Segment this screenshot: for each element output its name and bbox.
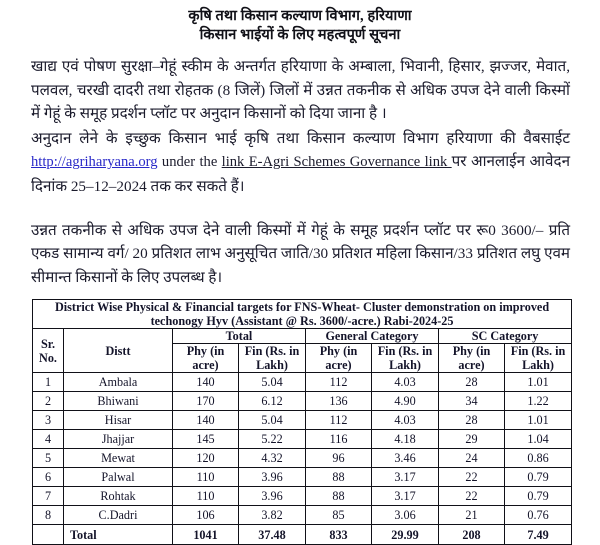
cell-sc-phy: 24 [439,449,505,468]
cell-distt: Bhiwani [64,392,173,411]
cell-sr-no [33,525,64,545]
cell-total-phy: 120 [173,449,239,468]
table-row [33,468,572,487]
cell-total-fin: 3.96 [239,468,306,487]
paragraph-application-instructions [31,127,570,199]
cell-general-phy: 136 [306,392,372,411]
cell-total-fin: 5.04 [239,373,306,392]
cell-total-fin: 37.48 [239,525,306,545]
cell-distt: Jhajjar [64,430,173,449]
cell-total-phy: 110 [173,468,239,487]
table-title: District Wise Physical & Financial targets for FNS-Wheat- Cluster demonstration on improved techonogy Hyv (Assistant @ Rs. 3600/-acre.) Rabi-2024-25 [33,300,572,329]
paragraph-subsidy-details: उन्नत तकनीक से अधिक उपज देने वाली किस्मों में गेहूं के समूह प्रदर्शन प्लॉट पर रू0 3600/– प्रति एकड सामान्य वर्ग/ 20 प्रतिशत लाभ अनुसूचित जाति/30 प्रतिशत महिला किसान/33 प्रतिशत लघु एवम सीमान्त किसानों के लिए उपलब्ध है। [31,221,570,286]
column-header-general-phy: Phy (in acre) [306,344,372,373]
cell-distt: Ambala [64,373,173,392]
cell-general-fin: 4.90 [372,392,439,411]
cell-general-phy: 88 [306,487,372,506]
paragraph-2-mid-text: under the [157,154,222,171]
table-row [33,373,572,392]
cell-general-fin: 4.03 [372,373,439,392]
cell-total-fin: 5.22 [239,430,306,449]
cell-total-fin: 4.32 [239,449,306,468]
cell-distt: Hisar [64,411,173,430]
cell-sc-phy: 22 [439,468,505,487]
column-group-general-category: General Category [306,329,439,344]
cell-sr-no: 7 [33,487,64,506]
cell-distt: Rohtak [64,487,173,506]
paragraph-2-after-link: पर आनलाईन आवेदन दिनांक 25–12–2024 तक कर सकते हैं। [31,153,570,195]
cell-general-fin: 3.17 [372,468,439,487]
cell-general-fin: 3.06 [372,506,439,525]
cell-total-fin: 3.82 [239,506,306,525]
cell-total-phy: 110 [173,487,239,506]
table-title-row [33,300,572,329]
agriharyana-url-link[interactable]: http://agriharyana.org [31,154,158,171]
cell-sc-fin: 1.01 [505,373,572,392]
cell-sr-no: 6 [33,468,64,487]
cell-general-phy: 112 [306,373,372,392]
cell-total-phy: 140 [173,373,239,392]
cell-general-phy: 88 [306,468,372,487]
column-group-total: Total [173,329,306,344]
table-row [33,449,572,468]
cell-total-phy: 145 [173,430,239,449]
column-group-sc-category: SC Category [439,329,572,344]
cell-sr-no: 8 [33,506,64,525]
cell-sc-phy: 208 [439,525,505,545]
document-body [0,55,600,289]
cell-general-fin: 4.18 [372,430,439,449]
cell-sc-fin: 0.79 [505,468,572,487]
cell-total-fin: 6.12 [239,392,306,411]
cell-sr-no: 4 [33,430,64,449]
page-title-line-1: कृषि तथा किसान कल्याण विभाग, हरियाणा [188,8,412,24]
cell-sc-phy: 22 [439,487,505,506]
cell-sc-fin: 0.86 [505,449,572,468]
targets-table-container [32,299,568,545]
table-row [33,487,572,506]
cell-distt: Mewat [64,449,173,468]
document-heading-block [0,0,600,45]
cell-general-fin: 3.46 [372,449,439,468]
column-header-sc-phy: Phy (in acre) [439,344,505,373]
cell-sr-no: 3 [33,411,64,430]
cell-sc-phy: 28 [439,373,505,392]
table-total-row [33,525,572,545]
e-agri-schemes-governance-link-text: link E-Agri Schemes Governance link [221,154,452,171]
cell-sr-no: 2 [33,392,64,411]
table-body [33,373,572,545]
district-wise-targets-table [32,299,572,545]
cell-sc-phy: 21 [439,506,505,525]
cell-total-phy: 170 [173,392,239,411]
cell-sc-fin: 7.49 [505,525,572,545]
column-header-sc-fin: Fin (Rs. in Lakh) [505,344,572,373]
cell-total-phy: 140 [173,411,239,430]
cell-sr-no: 5 [33,449,64,468]
paragraph-scheme-districts: खाद्य एवं पोषण सुरक्षा–गेहूं स्कीम के अन्तर्गत हरियाणा के अम्बाला, भिवानी, हिसार, झज्जर, मेवात, पलवल, चरखी दादरी तथा रोहतक (8 जिलें) जिलों में उन्नत तकनीक से अधिक उपज देने वाली किस्मों में गेहूं के समूह प्रदर्शन प्लॉट पर अनुदान किसानों को दिया जाना है । [31,58,570,123]
table-row [33,506,572,525]
cell-distt: Palwal [64,468,173,487]
cell-general-phy: 116 [306,430,372,449]
cell-sc-fin: 1.04 [505,430,572,449]
column-header-total-phy: Phy (in acre) [173,344,239,373]
cell-distt: C.Dadri [64,506,173,525]
cell-general-phy: 833 [306,525,372,545]
cell-general-phy: 96 [306,449,372,468]
cell-general-fin: 3.17 [372,487,439,506]
cell-sc-fin: 0.79 [505,487,572,506]
cell-sr-no: 1 [33,373,64,392]
cell-total-fin: 3.96 [239,487,306,506]
table-row [33,411,572,430]
cell-sc-fin: 0.76 [505,506,572,525]
table-head [33,300,572,373]
table-group-header-row [33,329,572,344]
table-row [33,392,572,411]
cell-total-fin: 5.04 [239,411,306,430]
column-header-general-fin: Fin (Rs. in Lakh) [372,344,439,373]
column-header-distt: Distt [64,329,173,373]
page-title-line-2: किसान भाईयों के लिए महत्वपूर्ण सूचना [199,27,401,43]
cell-total-phy: 1041 [173,525,239,545]
column-header-sr-no: Sr. No. [33,329,64,373]
table-row [33,430,572,449]
cell-sc-phy: 34 [439,392,505,411]
cell-total-phy: 106 [173,506,239,525]
cell-sc-phy: 29 [439,430,505,449]
cell-distt: Total [64,525,173,545]
cell-general-phy: 112 [306,411,372,430]
cell-sc-phy: 28 [439,411,505,430]
cell-general-fin: 4.03 [372,411,439,430]
cell-general-fin: 29.99 [372,525,439,545]
cell-sc-fin: 1.22 [505,392,572,411]
paragraph-2-before-link: अनुदान लेने के इच्छुक किसान भाई कृषि तथा किसान कल्याण विभाग हरियाणा की वैबसाईट [31,129,570,147]
cell-general-phy: 85 [306,506,372,525]
cell-sc-fin: 1.01 [505,411,572,430]
column-header-total-fin: Fin (Rs. in Lakh) [239,344,306,373]
